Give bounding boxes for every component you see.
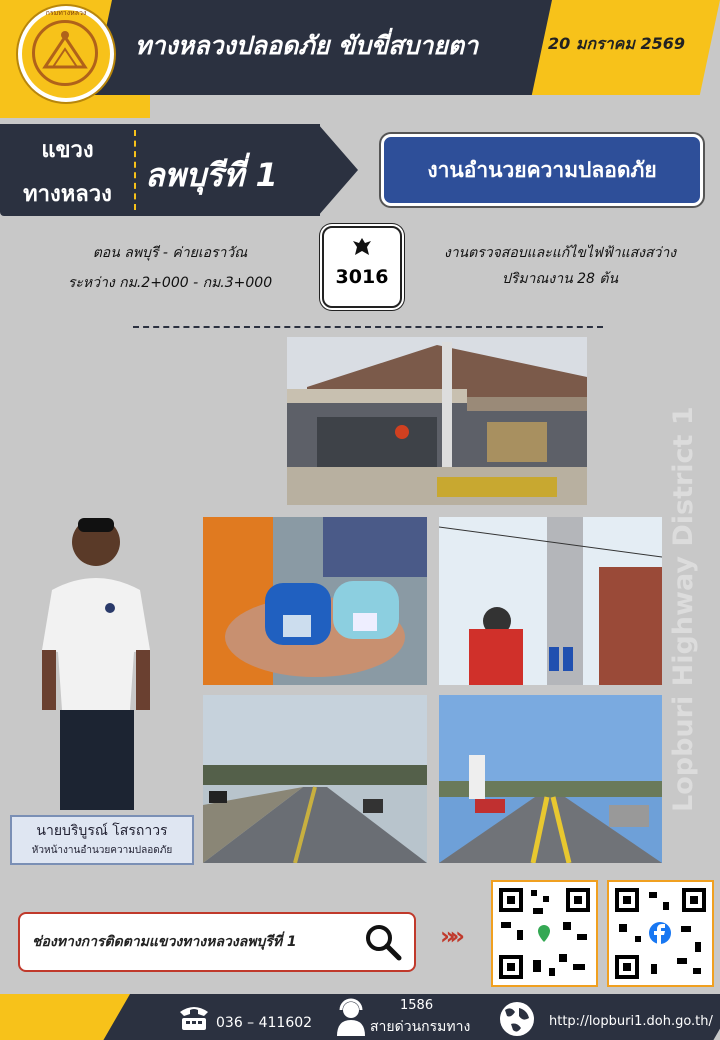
photo-lamp-sensors [203, 517, 427, 685]
logo-text: กรมทางหลวง [45, 9, 87, 17]
location-line-2: ระหว่าง กม.2+000 - กม.3+000 [67, 275, 273, 291]
qr-code-facebook[interactable] [607, 880, 714, 987]
district-word-1: แขวง [41, 138, 94, 163]
footer-url[interactable]: http://lopburi1.doh.go.th/ [549, 1014, 713, 1029]
staff-name: นายบริบูรณ์ โสรถาวร [36, 823, 168, 839]
photo-highway-1 [203, 695, 427, 863]
vertical-watermark: Lopburi Highway District 1 [668, 406, 699, 812]
page-title: ทางหลวงปลอดภัย ขับขี่สบายตา [135, 31, 479, 60]
location-line-1: ตอน ลพบุรี - ค่ายเอราวัณ [92, 245, 248, 261]
route-sign [322, 226, 402, 308]
district-banner-arrow [318, 124, 358, 216]
photo-worker-pole [439, 517, 662, 685]
staff-photo [38, 510, 158, 815]
staff-name-box [10, 815, 194, 865]
district-word-2: ทางหลวง [23, 182, 112, 207]
department-logo [18, 6, 114, 102]
footer-phone: 036 – 411602 [216, 1015, 313, 1031]
route-number: 3016 [335, 266, 389, 288]
work-line-1: งานตรวจสอบและแก้ไขไฟฟ้าแสงสว่าง [443, 245, 677, 261]
date-label: 20 มกราคม 2569 [548, 34, 685, 53]
staff-position: หัวหน้างานอำนวยความปลอดภัย [31, 845, 173, 856]
photo-highway-2 [439, 695, 662, 863]
photo-shop-front [287, 337, 587, 505]
footer-hotline-number: 1586 [400, 998, 434, 1013]
operator-icon [334, 998, 368, 1036]
district-name: ลพบุรีที่ 1 [145, 156, 278, 194]
work-line-2: ปริมาณงาน 28 ต้น [501, 271, 619, 287]
footer-hotline-label: สายด่วนกรมทาง [370, 1019, 471, 1035]
search-icon [363, 922, 403, 962]
logo-emblem [32, 20, 98, 86]
follow-text: ช่องทางการติดตามแขวงทางหลวงลพบุรีที่ 1 [32, 934, 297, 950]
chevron-right-icon: »» [440, 922, 460, 950]
qr-code-map[interactable] [491, 880, 598, 987]
section-label: งานอำนวยความปลอดภัย [381, 134, 703, 206]
section-divider [133, 326, 603, 328]
follow-box[interactable] [18, 912, 416, 972]
garuda-icon [352, 236, 372, 258]
globe-icon [497, 1000, 537, 1038]
logo-icon [35, 23, 95, 83]
phone-icon [176, 1002, 212, 1032]
